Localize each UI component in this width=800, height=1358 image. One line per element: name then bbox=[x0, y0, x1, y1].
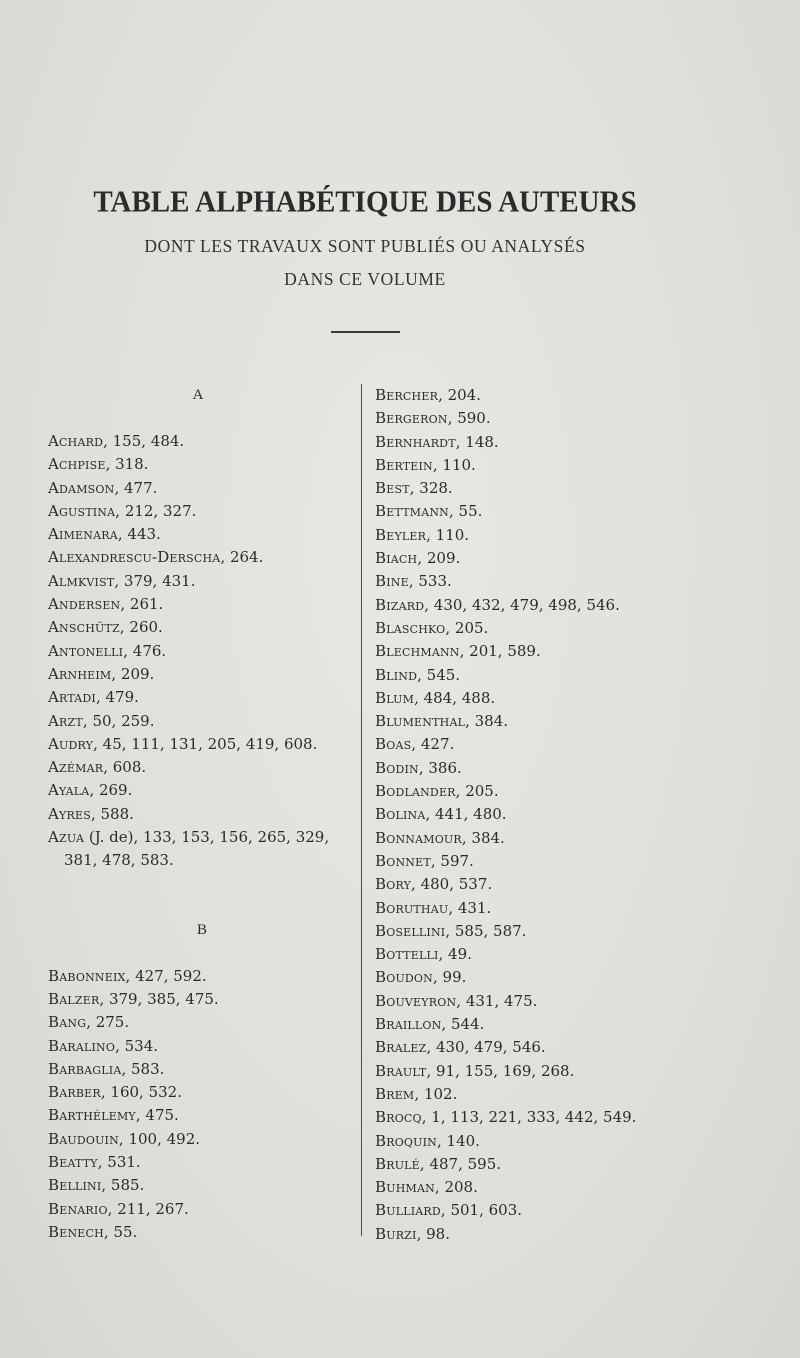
index-entry bbox=[375, 827, 675, 850]
author-name: Beatty bbox=[48, 1153, 98, 1172]
author-name: Brem bbox=[375, 1084, 415, 1103]
page-refs: , 140. bbox=[436, 1131, 480, 1150]
author-name: Bellini bbox=[48, 1176, 102, 1195]
author-name: Best bbox=[375, 479, 410, 498]
index-entry bbox=[48, 1058, 356, 1081]
author-name: Benech bbox=[48, 1222, 104, 1241]
page-refs: , 608. bbox=[103, 758, 147, 777]
index-entry bbox=[375, 966, 675, 989]
page-refs: , 1, 113, 221, 333, 442, 549. bbox=[421, 1108, 637, 1127]
author-name: Adamson bbox=[48, 478, 115, 497]
page-refs: , 318. bbox=[105, 455, 149, 474]
index-entry bbox=[48, 430, 356, 453]
author-name: Andersen bbox=[48, 595, 121, 614]
page-refs: , 261. bbox=[120, 595, 164, 614]
author-name: Balzer bbox=[48, 989, 100, 1008]
index-entry bbox=[375, 1153, 675, 1176]
section-letter-b: B bbox=[196, 921, 207, 938]
author-name: Bonnamour bbox=[375, 828, 462, 847]
page-refs: , 55. bbox=[449, 502, 483, 521]
page-refs: , 264. bbox=[220, 548, 264, 567]
page-refs: , 260. bbox=[119, 618, 163, 637]
section-gap bbox=[48, 873, 356, 919]
index-entry bbox=[375, 407, 675, 430]
author-name: Braillon bbox=[375, 1015, 442, 1034]
author-name: Baralino bbox=[48, 1036, 116, 1055]
page-refs: , 160, 532. bbox=[100, 1083, 182, 1102]
page-title: TABLE ALPHABÉTIQUE DES AUTEURS bbox=[93, 185, 637, 219]
index-entry bbox=[48, 1035, 356, 1058]
index-entry bbox=[375, 1176, 675, 1199]
index-entry bbox=[48, 1104, 356, 1127]
author-name: Biach bbox=[375, 549, 418, 568]
index-entry bbox=[375, 757, 675, 780]
index-entry bbox=[48, 523, 356, 546]
subtitle-line-2: DANS CE VOLUME bbox=[284, 269, 446, 289]
author-name: Bettmann bbox=[375, 502, 449, 521]
index-entry bbox=[48, 1221, 356, 1244]
right-column bbox=[375, 384, 675, 1246]
author-name: Agustina bbox=[48, 501, 116, 520]
section-letter-a: A bbox=[192, 387, 204, 403]
author-name: Blaschko bbox=[375, 618, 446, 637]
author-name: Bergeron bbox=[375, 409, 448, 428]
page-refs: , 55. bbox=[103, 1222, 138, 1241]
author-name: Bouveyron bbox=[375, 991, 457, 1010]
index-entry bbox=[48, 1174, 356, 1197]
index-entry bbox=[48, 640, 356, 663]
page-refs: , 98. bbox=[416, 1224, 450, 1243]
author-name: Achard bbox=[48, 432, 104, 450]
author-name: Baudouin bbox=[48, 1129, 119, 1148]
author-name: Blind bbox=[375, 665, 418, 684]
author-name: Anschütz bbox=[48, 618, 120, 637]
author-name: Barber bbox=[48, 1083, 101, 1102]
page-refs: , 479. bbox=[95, 688, 139, 707]
index-entry bbox=[375, 547, 675, 570]
author-name: Bodin bbox=[375, 758, 419, 777]
page-refs: , 110. bbox=[426, 525, 470, 544]
left-column bbox=[48, 384, 356, 1244]
page-refs: , 533. bbox=[408, 572, 452, 591]
page-refs: , 209. bbox=[417, 549, 461, 568]
index-entry bbox=[375, 1106, 675, 1129]
index-entry bbox=[48, 1011, 356, 1034]
index-entry bbox=[48, 663, 356, 686]
page-refs: , 476. bbox=[123, 641, 167, 660]
index-entry bbox=[48, 453, 356, 476]
author-name: Artadi bbox=[48, 688, 96, 707]
page-refs: , 328. bbox=[409, 479, 453, 498]
author-name: Bulliard bbox=[375, 1201, 441, 1220]
index-entry bbox=[375, 803, 675, 826]
index-entry bbox=[375, 617, 675, 640]
page-refs: , 585. bbox=[101, 1176, 145, 1195]
page-refs: , 430, 432, 479, 498, 546. bbox=[424, 595, 620, 614]
page-refs: , 480, 537. bbox=[411, 875, 493, 894]
page-refs: , 386. bbox=[418, 758, 462, 777]
page-refs: , 441, 480. bbox=[425, 805, 507, 824]
index-entry bbox=[375, 710, 675, 733]
author-name: Almkvist bbox=[48, 571, 115, 590]
page-refs: , 487, 595. bbox=[419, 1154, 502, 1173]
page-refs: , 544. bbox=[441, 1015, 485, 1034]
index-entry bbox=[48, 779, 356, 802]
index-entry bbox=[375, 1060, 675, 1083]
author-name: Azua bbox=[48, 828, 85, 847]
page-refs: , 431. bbox=[448, 898, 492, 917]
page-refs: , 155, 484. bbox=[103, 432, 185, 450]
author-name: Brault bbox=[375, 1061, 427, 1080]
index-entry bbox=[48, 965, 356, 988]
index-entry bbox=[48, 733, 356, 756]
author-name: Ayres bbox=[48, 804, 91, 823]
page-refs: , 208. bbox=[434, 1178, 478, 1197]
page-refs: , 590. bbox=[447, 409, 491, 428]
author-name: Bodlander bbox=[375, 782, 456, 801]
page-refs: , 91, 155, 169, 268. bbox=[426, 1061, 575, 1080]
author-name: Audry bbox=[48, 734, 94, 753]
author-name: Bang bbox=[48, 1013, 87, 1032]
page-refs: , 443. bbox=[117, 525, 161, 544]
author-name: Boruthau bbox=[375, 898, 449, 917]
subtitle-line-1: DONT LES TRAVAUX SONT PUBLIÉS OU ANALYSÉS bbox=[144, 236, 586, 256]
author-name: Azémar bbox=[48, 758, 104, 777]
index-entry bbox=[375, 640, 675, 663]
page-refs: , 545. bbox=[417, 665, 461, 684]
author-name: Alexandrescu-Derscha bbox=[48, 548, 221, 567]
page-refs: , 384. bbox=[461, 828, 505, 847]
index-entry bbox=[48, 710, 356, 733]
author-name: Brulé bbox=[375, 1154, 420, 1173]
author-name: Bine bbox=[375, 572, 409, 591]
column-divider bbox=[361, 384, 362, 1236]
author-name: Antonelli bbox=[48, 641, 124, 660]
author-name: Bizard bbox=[375, 595, 425, 614]
index-entry bbox=[48, 686, 356, 709]
index-entry bbox=[48, 570, 356, 593]
index-entry bbox=[48, 477, 356, 500]
author-name: Buhman bbox=[375, 1178, 435, 1197]
author-name: Barthélemy bbox=[48, 1106, 136, 1125]
author-name: Bercher bbox=[375, 386, 439, 404]
page-refs: , 531. bbox=[97, 1153, 141, 1172]
author-name: Boudon bbox=[375, 968, 433, 987]
author-name: Barbaglia bbox=[48, 1059, 122, 1078]
page-refs: , 205. bbox=[445, 618, 489, 637]
index-entry bbox=[48, 756, 356, 779]
page-refs: , 585, 587. bbox=[445, 921, 527, 940]
index-entry bbox=[375, 780, 675, 803]
index-entry bbox=[48, 988, 356, 1011]
index-entry bbox=[48, 1128, 356, 1151]
page-refs: , 110. bbox=[432, 455, 476, 474]
page-refs: , 534. bbox=[115, 1036, 159, 1055]
author-name: Achpise bbox=[48, 455, 106, 474]
index-entry bbox=[375, 664, 675, 687]
page-refs: , 102. bbox=[414, 1084, 458, 1103]
page-refs: , 431, 475. bbox=[456, 991, 538, 1010]
index-entry bbox=[48, 593, 356, 616]
index-entry bbox=[375, 873, 675, 896]
page-refs: , 275. bbox=[86, 1013, 130, 1032]
index-entry bbox=[375, 570, 675, 593]
page-refs: , 597. bbox=[430, 851, 474, 870]
index-entry bbox=[48, 1198, 356, 1221]
index-entry bbox=[375, 850, 675, 873]
index-entry bbox=[48, 1081, 356, 1104]
author-name: Brocq bbox=[375, 1108, 422, 1127]
author-name: Blechmann bbox=[375, 642, 460, 661]
index-entry bbox=[375, 1036, 675, 1059]
author-name: Bolina bbox=[375, 805, 426, 824]
author-name: Broquin bbox=[375, 1131, 437, 1150]
author-name: Boas bbox=[375, 735, 412, 754]
author-name: Beyler bbox=[375, 525, 427, 544]
index-entry bbox=[375, 990, 675, 1013]
page-refs: , 379, 385, 475. bbox=[99, 989, 219, 1008]
page-refs: , 205. bbox=[455, 782, 499, 801]
index-entry bbox=[375, 500, 675, 523]
author-name: Blumenthal bbox=[375, 712, 466, 731]
author-name: Bertein bbox=[375, 455, 433, 474]
index-entry bbox=[48, 803, 356, 826]
index-entry bbox=[375, 524, 675, 547]
author-name: Arzt bbox=[48, 711, 83, 730]
author-name: Bonnet bbox=[375, 851, 431, 870]
author-name: Babonneix bbox=[48, 966, 126, 985]
index-entry bbox=[375, 943, 675, 966]
page-refs: , 588. bbox=[90, 804, 134, 823]
page-refs: , 100, 492. bbox=[118, 1129, 201, 1148]
page-refs: , 583. bbox=[121, 1059, 165, 1078]
index-entry bbox=[375, 687, 675, 710]
page-refs: , 427. bbox=[411, 735, 455, 754]
author-name: Bory bbox=[375, 875, 412, 894]
author-name: Arnheim bbox=[48, 664, 112, 683]
page-refs: , 430, 479, 546. bbox=[426, 1038, 546, 1057]
index-entry bbox=[375, 1083, 675, 1106]
page-refs: , 49. bbox=[438, 945, 472, 964]
author-name: Bosellini bbox=[375, 921, 446, 940]
index-entry bbox=[375, 477, 675, 500]
page-refs: , 501, 603. bbox=[440, 1201, 523, 1220]
page-refs: , 50, 259. bbox=[82, 711, 155, 730]
index-entry bbox=[375, 384, 675, 407]
index-entry bbox=[375, 920, 675, 943]
page-refs: , 45, 111, 131, 205, 419, 608. bbox=[93, 734, 318, 753]
page-refs: , 201, 589. bbox=[459, 642, 541, 661]
page-refs: , 269. bbox=[89, 781, 133, 800]
page-refs: , 477. bbox=[114, 478, 158, 497]
author-name: Bottelli bbox=[375, 945, 439, 964]
author-name: Benario bbox=[48, 1199, 108, 1218]
page-refs: , 427, 592. bbox=[125, 966, 207, 985]
page-refs: , 384. bbox=[465, 712, 509, 731]
page-refs: , 211, 267. bbox=[107, 1199, 189, 1218]
author-name: Bralez bbox=[375, 1038, 427, 1057]
index-entry-azua bbox=[48, 826, 356, 873]
page-refs: , 475. bbox=[135, 1106, 179, 1125]
author-name: Bernhardt bbox=[375, 432, 456, 451]
page-refs: (J. de), 133, 153, 156, 265, 329, bbox=[84, 828, 330, 847]
page-refs: , 209. bbox=[111, 664, 155, 683]
author-name: Ayala bbox=[48, 781, 90, 800]
page-refs: , 99. bbox=[432, 968, 467, 987]
index-entry bbox=[375, 1013, 675, 1036]
index-entry bbox=[48, 616, 356, 639]
index-entry bbox=[375, 733, 675, 756]
index-entry bbox=[48, 546, 356, 569]
index-entry bbox=[375, 1130, 675, 1153]
index-entry bbox=[375, 594, 675, 617]
index-entry bbox=[375, 1223, 675, 1246]
page-refs: , 379, 431. bbox=[114, 571, 196, 590]
author-name: Burzi bbox=[375, 1224, 417, 1243]
page-refs: , 148. bbox=[455, 432, 499, 451]
title-rule bbox=[331, 331, 400, 333]
page-refs: , 204. bbox=[438, 386, 481, 404]
index-entry bbox=[375, 1199, 675, 1222]
author-name: Blum bbox=[375, 688, 415, 707]
page-refs: , 484, 488. bbox=[414, 688, 496, 707]
index-entry bbox=[375, 897, 675, 920]
page-refs: , 212, 327. bbox=[115, 501, 197, 520]
index-entry bbox=[375, 454, 675, 477]
index-entry bbox=[48, 500, 356, 523]
page-refs-continued: 381, 478, 583. bbox=[64, 851, 174, 870]
author-name: Aimenara bbox=[48, 525, 118, 544]
index-entry bbox=[48, 1151, 356, 1174]
index-entry bbox=[375, 431, 675, 454]
